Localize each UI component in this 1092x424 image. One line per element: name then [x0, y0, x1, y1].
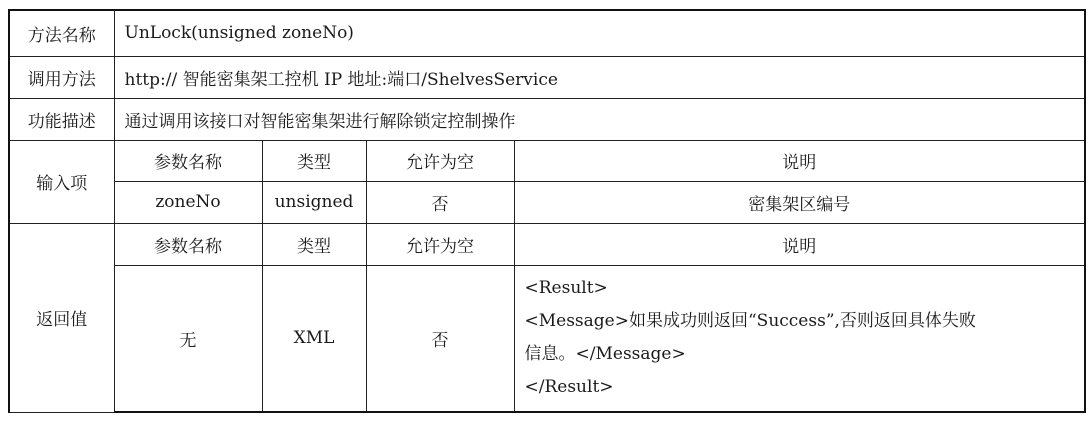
function-desc-row — [9, 98, 1085, 140]
call-method-row — [9, 56, 1085, 98]
call-method-label: 调用方法 — [9, 56, 114, 98]
function-desc-value: 通过调用该接口对智能密集架进行解除锁定控制操作 — [114, 98, 1085, 140]
method-name-value: UnLock(unsigned zoneNo) — [114, 10, 1085, 56]
output-header-nullable: 允许为空 — [366, 223, 514, 265]
input-param-description: 密集架区编号 — [514, 181, 1085, 223]
input-header-type: 类型 — [262, 140, 366, 181]
output-data-row — [9, 265, 1085, 412]
method-name-label: 方法名称 — [9, 10, 114, 56]
input-param-type: unsigned — [262, 181, 366, 223]
method-name-row — [9, 10, 1085, 56]
output-param-name: 无 — [114, 265, 262, 412]
output-header-row — [9, 223, 1085, 265]
input-header-description: 说明 — [514, 140, 1085, 181]
output-section-label: 返回值 — [9, 223, 114, 412]
input-param-nullable: 否 — [366, 181, 514, 223]
function-desc-label: 功能描述 — [9, 98, 114, 140]
interface-spec-table — [8, 9, 1086, 413]
call-method-value: http:// 智能密集架工控机 IP 地址:端口/ShelvesService — [114, 56, 1085, 98]
output-param-type: XML — [262, 265, 366, 412]
xml-message-line: <Message>如果成功则返回“Success”,否则返回具体失败 — [524, 311, 976, 332]
xml-result-close: </Result> — [524, 377, 614, 398]
output-header-type: 类型 — [262, 223, 366, 265]
output-header-description: 说明 — [514, 223, 1085, 265]
output-param-nullable: 否 — [366, 265, 514, 412]
input-header-row — [9, 140, 1085, 181]
input-header-nullable: 允许为空 — [366, 140, 514, 181]
xml-result-open: <Result> — [524, 278, 608, 299]
xml-message-continued: 信息。</Message> — [524, 344, 686, 365]
input-param-name: zoneNo — [114, 181, 262, 223]
input-header-param-name: 参数名称 — [114, 140, 262, 181]
output-param-description — [514, 265, 1085, 412]
output-header-param-name: 参数名称 — [114, 223, 262, 265]
input-section-label: 输入项 — [9, 140, 114, 223]
input-data-row — [9, 181, 1085, 223]
